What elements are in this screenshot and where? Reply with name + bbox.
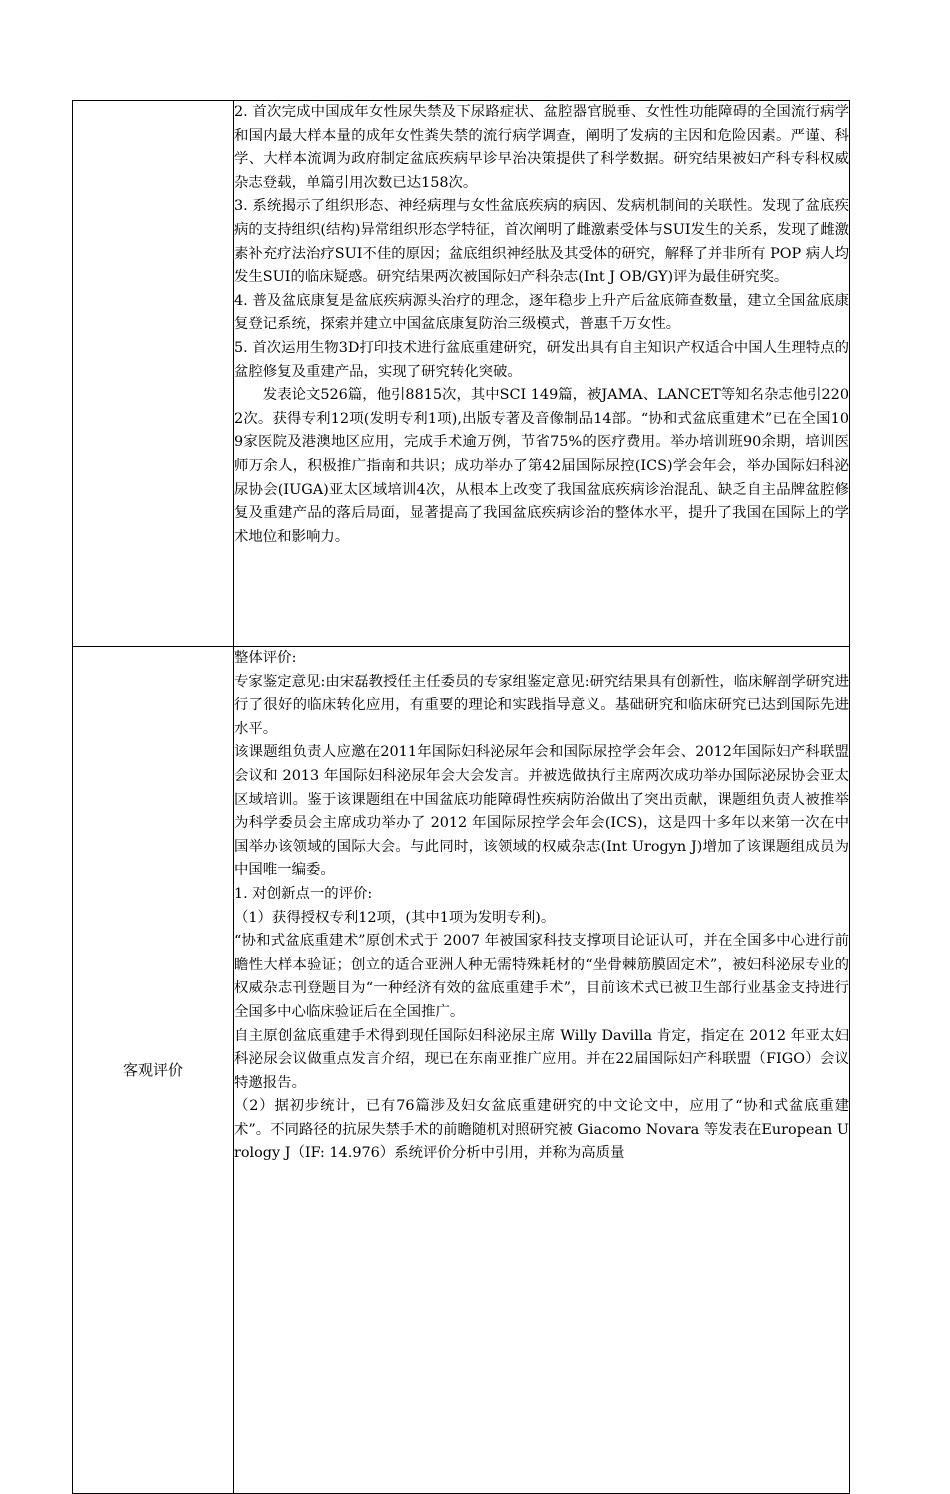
achievement-paragraph: 2. 首次完成中国成年女性尿失禁及下尿路症状、盆腔器官脱垂、女性性功能障碍的全国流行病学和国内最大样本量的成年女性粪失禁的流行病学调查，阐明了发病的主因和危险因素。严谨、科学、大样本流调为政府制定盆底疾病早诊早治决策提供了科学数据。研究结果被妇产科专科权威杂志登载，单篇引用次数已达158次。 [234, 104, 849, 191]
table-row-achievements [73, 101, 850, 647]
row-label-cell-empty [73, 101, 234, 647]
evaluation-heading: 整体评价: [234, 650, 297, 666]
document-page [72, 100, 850, 1494]
evaluation-paragraph: “协和式盆底重建术”原创术式于 2007 年被国家科技支撑项目论证认可，并在全国多中心进行前瞻性大样本验证；创立的适合亚洲人种无需特殊耗材的“坐骨棘筋膜固定术”，被妇科泌尿专业的权威杂志刊登题目为“一种经济有效的盆底重建手术”，目前该术式已被卫生部行业基金支持进行全国多中心临床验证后在全国推广。 [234, 933, 849, 1020]
row-label-cell [73, 647, 234, 1494]
achievement-paragraph: 4. 普及盆底康复是盆底疾病源头治疗的理念，逐年稳步上升产后盆底筛查数量，建立全国盆底康复登记系统，探索并建立中国盆底康复防治三级模式，普惠千万女性。 [234, 292, 849, 333]
table-row-objective-evaluation [73, 647, 850, 1494]
evaluation-content-cell [234, 647, 850, 1494]
achievement-paragraph: 5. 首次运用生物3D打印技术进行盆底重建研究，研发出具有自主知识产权适合中国人生理特点的盆腔修复及重建产品，实现了研究转化突破。 [234, 339, 849, 380]
achievements-content-cell [234, 101, 850, 647]
evaluation-paragraph: （2）据初步统计，已有76篇涉及妇女盆底重建研究的中文论文中，应用了“协和式盆底重建术”。不同路径的抗尿失禁手术的前瞻随机对照研究被 Giacomo Novara 等发表在European Urology J（IF: 14.976）系统评价分析中引用，并称为高质量 [234, 1098, 849, 1162]
evaluation-paragraph: 该课题组负责人应邀在2011年国际妇科泌尿年会和国际尿控学会年会、2012年国际妇产科联盟会议和 2013 年国际妇科泌尿年会大会发言。并被选做执行主席两次成功举办国际泌尿协会亚太区域培训。鉴于该课题组在中国盆底功能障碍性疾病防治做出了突出贡献，课题组负责人被推举为科学委员会主席成功举办了 2012 年国际尿控学会年会(ICS)，这是四十多年以来第一次在中国举办该领域的国际大会。与此同时，该领域的权威杂志(Int Urogyn J)增加了该课题组成员为中国唯一编委。 [234, 744, 849, 879]
achievement-paragraph: 3. 系统揭示了组织形态、神经病理与女性盆底疾病的病因、发病机制间的关联性。发现了盆底疾病的支持组织(结构)异常组织形态学特征，首次阐明了雌激素受体与SUI发生的关系，发现了雌激素补充疗法治疗SUI不佳的原因；盆底组织神经肽及其受体的研究，解释了并非所有 POP 病人均发生SUI的临床疑惑。研究结果两次被国际妇产科杂志(Int J OB/GY)评为最佳研究奖。 [234, 198, 849, 286]
evaluation-table [72, 100, 850, 1494]
evaluation-paragraph: （1）获得授权专利12项，(其中1项为发明专利)。 [234, 909, 556, 926]
summary-paragraph: 发表论文526篇，他引8815次，其中SCI 149篇，被JAMA、LANCET等知名杂志他引2202次。获得专利12项(发明专利1项),出版专著及音像制品14部。“协和式盆底重建术”已在全国109家医院及港澳地区应用，完成手术逾万例，节省75%的医疗费用。举办培训班90余期，培训医师万余人，积极推广指南和共识；成功举办了第42届国际尿控(ICS)学会年会，举办国际妇科泌尿协会(IUGA)亚太区域培训4次，从根本上改变了我国盆底疾病诊治混乱、缺乏自主品牌盆腔修复及重建产品的落后局面，显著提高了我国盆底疾病诊治的整体水平，提升了我国在国际上的学术地位和影响力。 [234, 387, 849, 545]
row-label-objective-evaluation: 客观评价 [122, 1061, 183, 1079]
evaluation-paragraph: 专家鉴定意见:由宋磊教授任主任委员的专家组鉴定意见:研究结果具有创新性，临床解剖学研究进行了很好的临床转化应用，有重要的理论和实践指导意义。基础研究和临床研究已达到国际先进水平。 [234, 673, 849, 737]
evaluation-subheading: 1. 对创新点一的评价: [234, 885, 373, 902]
evaluation-paragraph: 自主原创盆底重建手术得到现任国际妇科泌尿主席 Willy Davilla 肯定，指定在 2012 年亚太妇科泌尿会议做重点发言介绍，现已在东南亚推广应用。并在22届国际妇产科联盟（FIGO）会议特邀报告。 [234, 1027, 849, 1091]
